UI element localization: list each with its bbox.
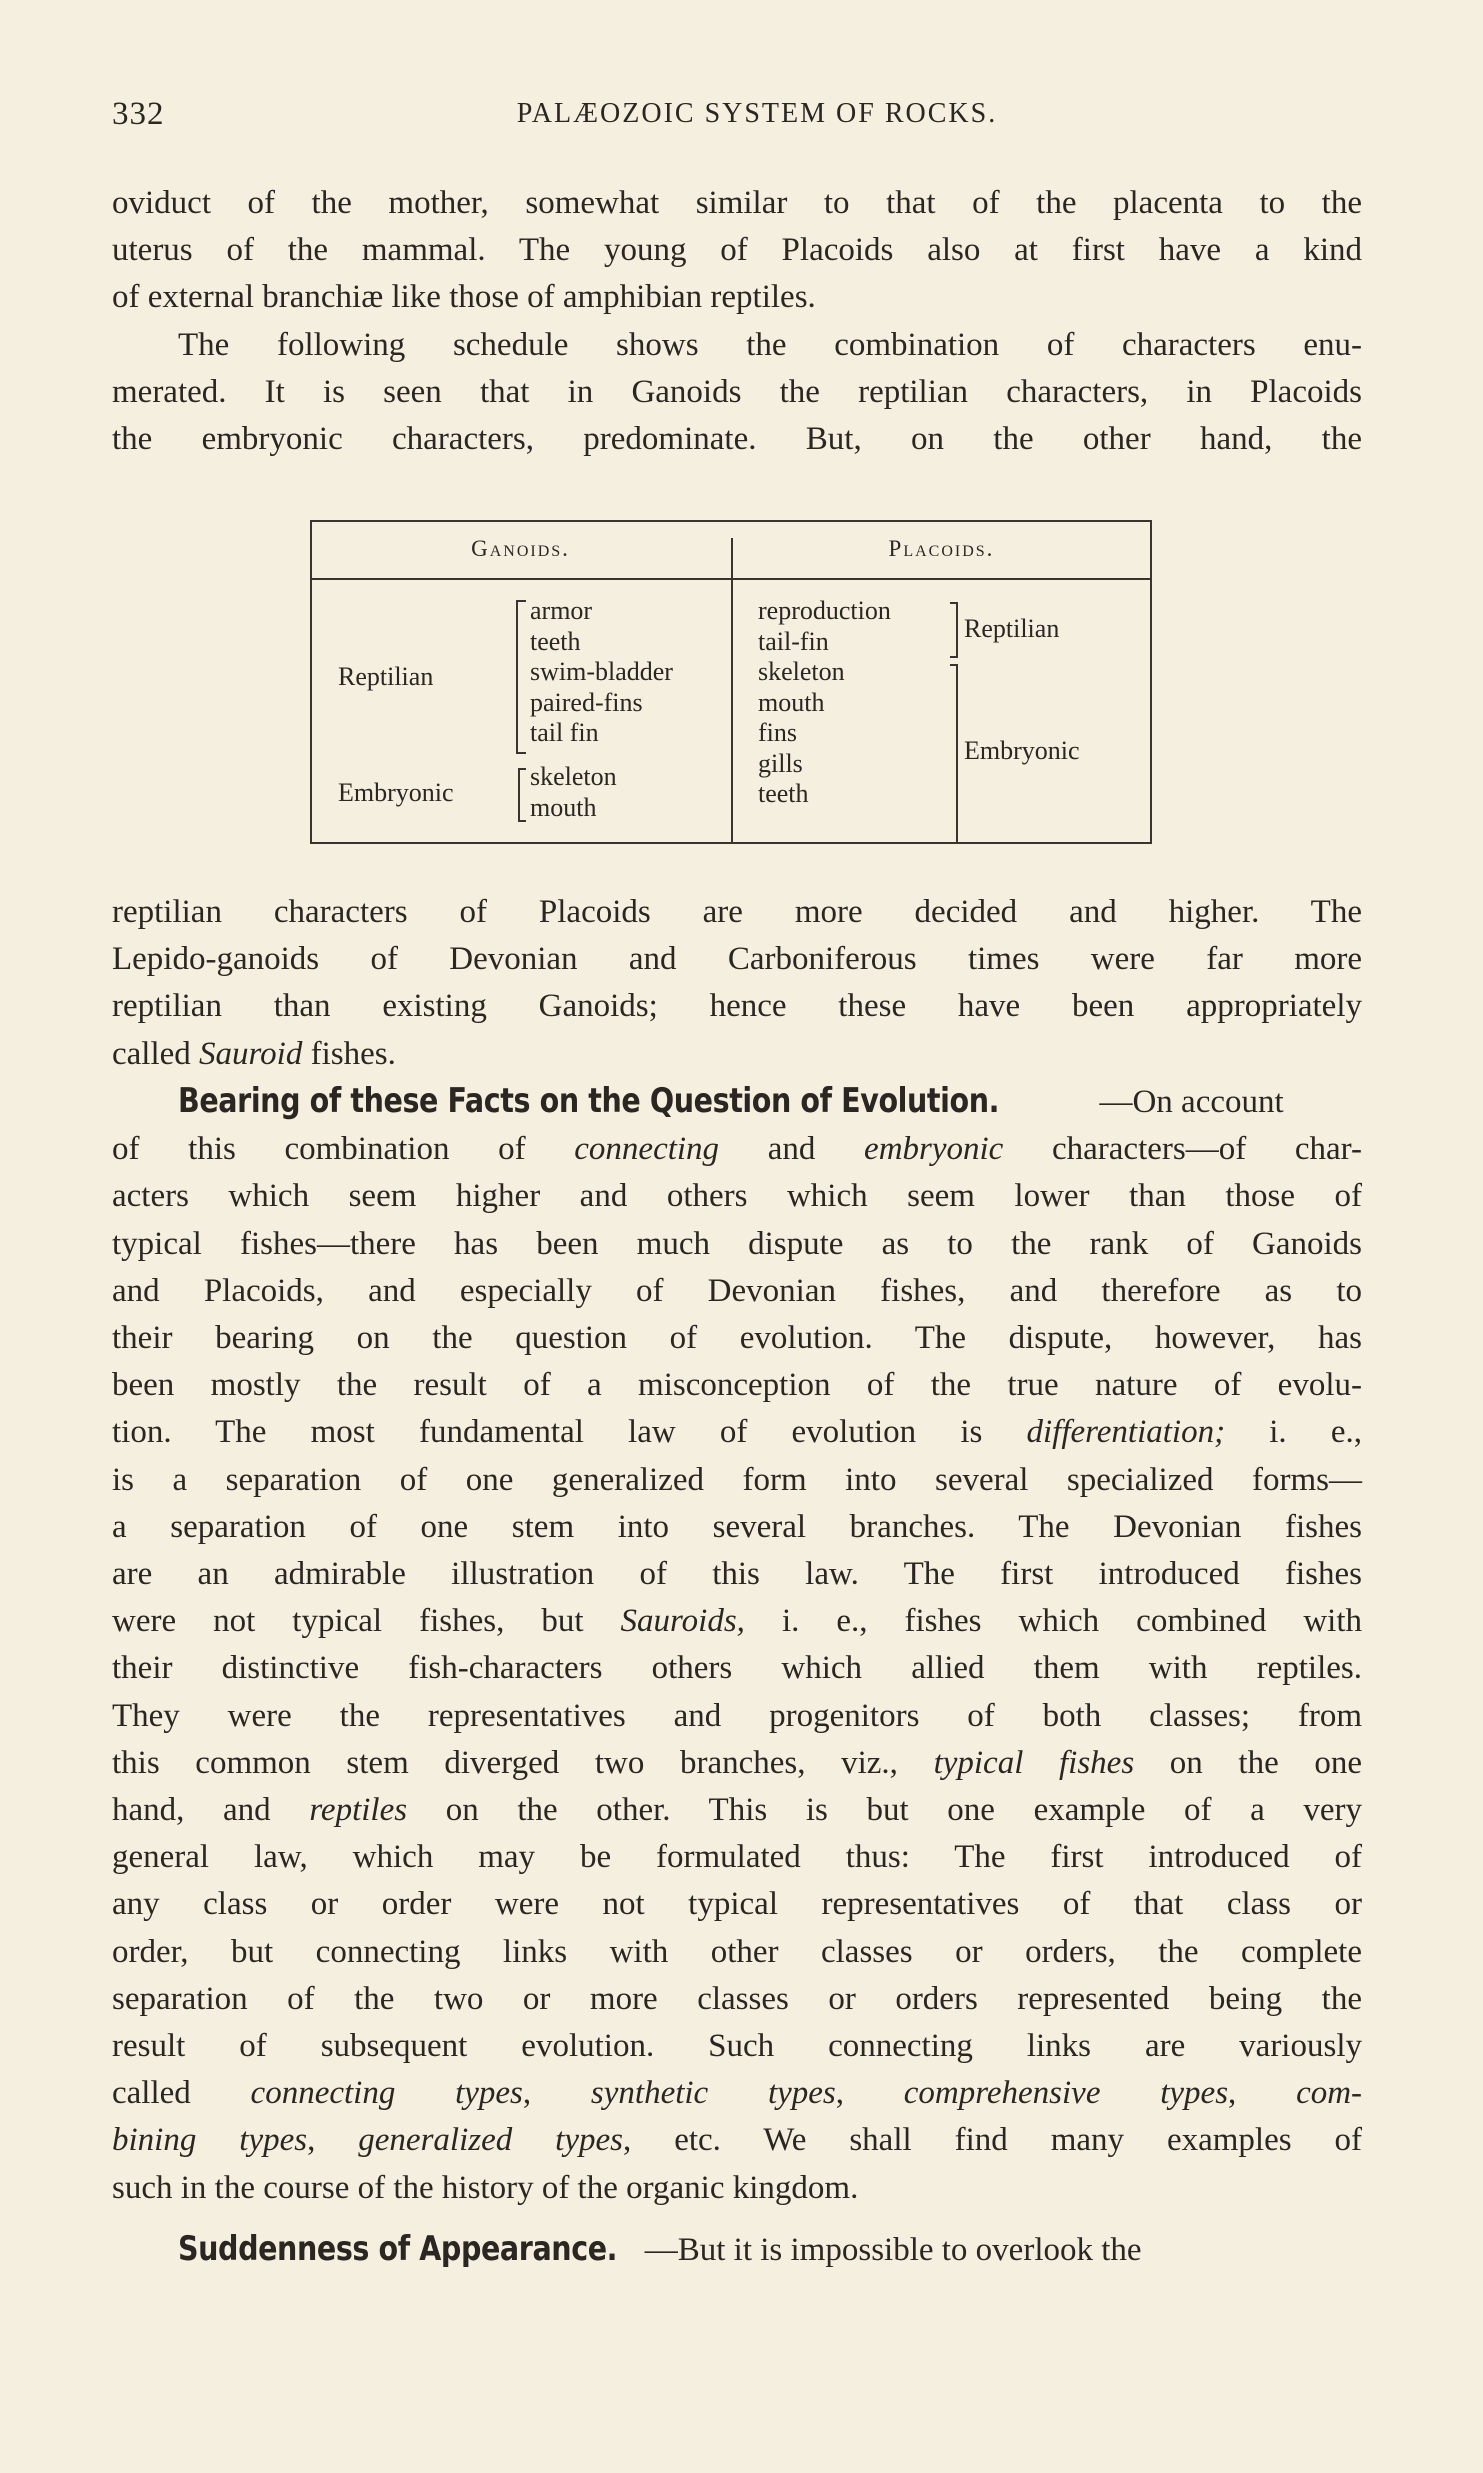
text-line: typical fishes—there has been much dispute as to the rank of Ganoids (112, 1225, 1362, 1262)
list-item: swim-bladder (530, 657, 673, 686)
text-line: of external branchiæ like those of amphibian reptiles. (112, 279, 816, 316)
text-line: such in the course of the history of the organic kingdom. (112, 2169, 859, 2206)
placoids-header: Placoids. (888, 536, 995, 561)
text-line: tion. The most fundamental law of evolution is differentiation; i. e., (112, 1414, 1362, 1451)
text-line: were not typical fishes, but Sauroids, i. e., fishes which combined with (112, 1603, 1362, 1640)
brace (950, 664, 958, 844)
text-line: uterus of the mammal. The young of Placoids also at first have a kind (112, 232, 1362, 269)
text-line: The following schedule shows the combination of characters enu- (178, 327, 1362, 363)
list-item: armor (530, 596, 593, 625)
text-line: is a separation of one generalized form into several specialized forms— (112, 1461, 1362, 1498)
paragraph-5 (112, 2226, 1362, 2274)
text-line: acters which seem higher and others which seem lower than those of (112, 1178, 1362, 1215)
list-item: tail fin (530, 718, 599, 747)
text-line: their bearing on the question of evolution. The dispute, however, has (112, 1320, 1362, 1357)
text-line: bining types, generalized types, etc. We shall find many examples of (112, 2122, 1362, 2159)
text-line: separation of the two or more classes or orders represented being the (112, 1980, 1362, 2017)
text-line: order, but connecting links with other classes or orders, the complete (112, 1933, 1362, 1970)
text-line: the embryonic characters, predominate. But, on the other hand, the (112, 421, 1362, 458)
text-line: their distinctive fish-characters others which allied them with reptiles. (112, 1650, 1362, 1687)
text-line: oviduct of the mother, somewhat similar to that of the placenta to the (112, 185, 1362, 221)
text-line: Lepido-ganoids of Devonian and Carboniferous times were far more (112, 941, 1362, 978)
text-line: They were the representatives and progenitors of both classes; from (112, 1697, 1362, 1734)
ganoids-embryonic-label: Embryonic (338, 778, 454, 807)
placoids-embryonic-label: Embryonic (964, 736, 1080, 765)
list-item: mouth (758, 687, 825, 717)
text-line: Suddenness of Appearance. —But it is impossible to overlook the (112, 2226, 1362, 2274)
paragraph-3 (112, 889, 1362, 1078)
ganoids-reptilian-list (530, 596, 673, 749)
list-item: teeth (530, 626, 581, 656)
ganoids-header: Ganoids. (471, 536, 570, 561)
running-title: PALÆOZOIC SYSTEM OF ROCKS. (516, 98, 998, 129)
list-item: skeleton (758, 657, 845, 686)
list-item: fins (758, 718, 797, 747)
placoids-reptilian-label: Reptilian (964, 614, 1060, 643)
text-line: called connecting types, synthetic types, comprehensive types, com- (112, 2075, 1363, 2112)
text-line: reptilian than existing Ganoids; hence these have been appropriately (112, 988, 1362, 1025)
characters-schedule-table (310, 520, 1152, 845)
ganoids-reptilian-label: Reptilian (338, 662, 434, 691)
list-item: skeleton (530, 762, 617, 791)
list-item: tail-fin (758, 626, 829, 656)
ganoids-embryonic-list (530, 762, 617, 823)
paragraph-1 (112, 180, 1362, 322)
text-line: a separation of one stem into several branches. The Devonian fishes (112, 1508, 1362, 1545)
brace (516, 600, 526, 754)
list-item: gills (758, 748, 803, 778)
section-heading: Bearing of these Facts on the Question of Evolution. (178, 1081, 1000, 1121)
list-item: paired-fins (530, 687, 643, 717)
list-item: reproduction (758, 596, 891, 625)
list-item: mouth (530, 792, 597, 822)
text-line: of this combination of connecting and embryonic characters—of char- (112, 1131, 1362, 1168)
text-line: result of subsequent evolution. Such connecting links are variously (112, 2028, 1362, 2065)
text-line: this common stem diverged two branches, viz., typical fishes on the one (112, 1744, 1362, 1781)
brace (518, 768, 526, 822)
placoids-list (758, 596, 891, 810)
page-header (112, 96, 1362, 140)
text-line: Bearing of these Facts on the Question of Evolution. —On account (112, 1078, 1362, 1126)
text-line: merated. It is seen that in Ganoids the reptilian characters, in Placoids (112, 374, 1362, 411)
section-heading: Suddenness of Appearance. (178, 2229, 618, 2269)
paragraph-2 (112, 322, 1362, 464)
text-line: any class or order were not typical representatives of that class or (112, 1886, 1362, 1923)
brace (950, 602, 958, 658)
text-line: reptilian characters of Placoids are more decided and higher. The (112, 894, 1362, 930)
text-line: called Sauroid fishes. (112, 1035, 396, 1072)
text-line: hand, and reptiles on the other. This is but one example of a very (112, 1792, 1363, 1829)
list-item: teeth (758, 779, 809, 808)
paragraph-4 (112, 1078, 1362, 2212)
page-number: 332 (112, 96, 165, 132)
text-line: been mostly the result of a misconception of the true nature of evolu- (112, 1367, 1362, 1404)
text-line: are an admirable illustration of this law. The first introduced fishes (112, 1556, 1362, 1593)
text-line: and Placoids, and especially of Devonian fishes, and therefore as to (112, 1272, 1362, 1309)
text-line: general law, which may be formulated thus: The first introduced of (112, 1839, 1362, 1876)
